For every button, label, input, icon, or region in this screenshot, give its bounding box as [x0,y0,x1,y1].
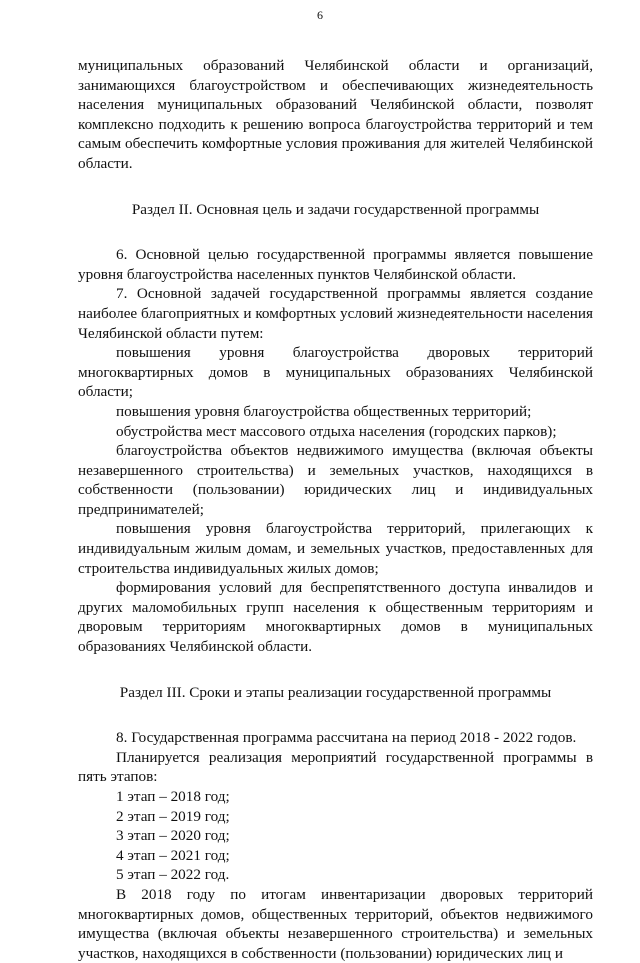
task-item-parks: обустройства мест массового отдыха населения (городских парков); [116,422,557,440]
final-paragraph: В 2018 году по итогам инвентаризации дворовых территорий многоквартирных домов, общественных территорий, объектов недвижимого имущества (включая объекты незавершенного строительства) и земельных участков, находящихся в собственности (пользовании) юридических лиц и [78,885,593,962]
task-item-yards: повышения уровня благоустройства дворовых территорий многоквартирных домов в муниципальных образованиях Челябинской области; [78,344,593,401]
stage-item: 2 этап – 2019 год; [116,807,230,825]
document-body [78,56,593,963]
stage-item: 4 этап – 2021 год; [116,846,230,864]
task-item-property: благоустройства объектов недвижимого имущества (включая объекты незавершенного строительства) и земельных участков, находящихся в собственности (пользовании) юридических лиц и индивидуальных предпринимателей; [78,442,593,518]
paragraph-6: 6. Основной целью государственной программы является повышение уровня благоустройства населенных пунктов Челябинской области. [78,246,593,283]
page-number: 6 [317,8,323,22]
stage-item: 3 этап – 2020 год; [116,827,230,845]
task-item-private-houses: повышения уровня благоустройства территорий, прилегающих к индивидуальным жилым домам, и земельных участков, предоставленных для строительства индивидуальных жилых домов; [78,520,593,577]
section-3-heading: Раздел III. Сроки и этапы реализации государственной программы [119,683,552,701]
stages-intro: Планируется реализация мероприятий государственной программы в пять этапов: [78,748,593,786]
task-item-public: повышения уровня благоустройства общественных территорий; [116,402,532,420]
section-2-heading: Раздел II. Основная цель и задачи государственной программы [131,200,540,218]
intro-paragraph: муниципальных образований Челябинской области и организаций, занимающихся благоустройством и обеспечивающих жизнедеятельность населения муниципальных образований Челябинской области, позволят комплексно подходить к решению вопроса благоустройства территорий и тем самым обеспечить комфортные условия проживания для жителей Челябинской области. [78,57,593,172]
paragraph-7: 7. Основной задачей государственной программы является создание наиболее благоприятных и комфортных условий жизнедеятельности населения Челябинской области путем: [78,285,593,342]
stage-item: 1 этап – 2018 год; [116,788,230,805]
task-item-accessibility: формирования условий для беспрепятственного доступа инвалидов и других маломобильных групп населения к общественным территориям и дворовым территориям многоквартирных домов в муниципальных образованиях Челябинской области. [78,579,593,656]
stage-item: 5 этап – 2022 год. [116,866,230,884]
paragraph-8: 8. Государственная программа рассчитана на период 2018 - 2022 годов. [116,729,577,747]
